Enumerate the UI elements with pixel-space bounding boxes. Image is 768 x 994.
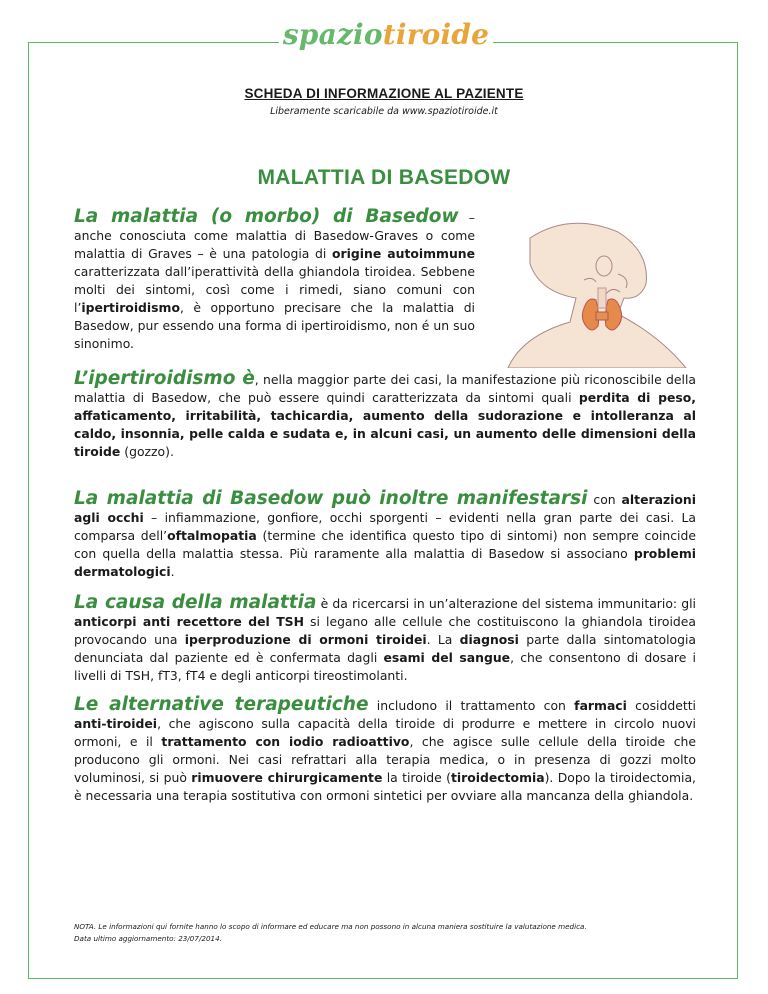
text: . La: [426, 632, 460, 647]
text: con: [587, 492, 622, 507]
bold-text: anti-tiroidei: [74, 716, 158, 731]
text: (gozzo).: [120, 444, 174, 459]
text: caratterizzata dall’iperattività della ghiandola tiroidea. Sebbene molti dei sintomi, così come i rimedi, siano comuni con l’: [74, 264, 475, 315]
text: parte dalla sintomatologia denunciata dal paziente ed è confermata dagli: [74, 632, 697, 665]
logo-part-tiroide: tiroide: [382, 17, 490, 51]
text: includono il trattamento con: [368, 698, 575, 713]
paragraph-lead: La causa della malattia: [74, 592, 317, 613]
text: , è opportuno precisare che la malattia di Basedow, pur essendo una forma di ipertiroidismo, non é un suo sinonimo.: [74, 300, 475, 351]
bold-text: esami del sangue: [383, 650, 511, 665]
text: ). Dopo la tiroidectomia, è necessaria una terapia sostitutiva con ormoni sintetici per ovviare alla mancanza della ghiandola.: [74, 770, 696, 803]
paragraph-hyperthyroidism: [74, 370, 696, 461]
thyroid-neck-illustration: [500, 218, 690, 368]
paragraph-definition: [74, 208, 475, 353]
bold-text: perdita di peso, affaticamento, irritabilità, tachicardia, aumento della sudorazione e intolleranza al caldo, insonnia, pelle calda e sudata e, in alcuni casi, un aumento delle dimensioni della tiroide: [74, 390, 696, 459]
bold-text: trattamento con iodio radioattivo: [161, 734, 410, 749]
text: cosiddetti: [626, 698, 696, 713]
paragraph-lead: L’ipertiroidismo è: [74, 368, 255, 389]
paragraph-lead: La malattia di Basedow può inoltre manifestarsi: [74, 488, 588, 509]
note-last-updated: Data ultimo aggiornamento: 23/07/2014.: [74, 934, 222, 943]
paragraph-therapies: [74, 696, 696, 805]
bold-text: rimuovere chirurgicamente: [191, 770, 383, 785]
paragraph-eye-symptoms: [74, 490, 696, 581]
text: , che agiscono sulla capacità della tiroide di produrre e mettere in circolo nuovi ormoni, e il: [74, 716, 696, 749]
bold-text: anticorpi anti recettore del TSH: [74, 614, 304, 629]
paragraph-lead: La malattia (o morbo) di Basedow: [74, 206, 459, 227]
footer-note: [74, 921, 714, 945]
bold-text: oftalmopatia: [167, 528, 257, 543]
text: (termine che identifica questo tipo di sintomi) non sempre coincide con quella della malattia stessa. Più raramente alla malattia di Basedow si associano: [74, 528, 696, 561]
bold-text: problemi dermatologici: [74, 546, 696, 579]
document-header-subtitle: Liberamente scaricabile da www.spaziotiroide.it: [270, 106, 498, 117]
text: – infiammazione, gonfiore, occhi sporgenti – evidenti nella gran parte dei casi. La comparsa dell’: [74, 510, 696, 543]
bold-text: iperproduzione di ormoni tiroidei: [184, 632, 427, 647]
text: , che consentono di dosare i livelli di TSH, fT3, fT4 e degli anticorpi tireostimolanti.: [74, 650, 696, 683]
paragraph-cause: [74, 594, 696, 685]
bold-text: alterazioni agli occhi: [74, 492, 696, 525]
text: – anche conosciuta come malattia di Basedow-Graves o come malattia di Graves – è una patologia di: [74, 210, 476, 261]
bold-text: farmaci: [574, 698, 627, 713]
note-disclaimer: NOTA. Le informazioni qui fornite hanno lo scopo di informare ed educare ma non possono in alcuna maniera sostituire la valutazione medica.: [74, 922, 587, 931]
paragraph-lead: Le alternative terapeutiche: [74, 694, 369, 715]
text: si legano alle cellule che costituiscono la ghiandola tiroidea provocando una: [74, 614, 696, 647]
text: la tiroide (: [382, 770, 451, 785]
text: è da ricercarsi in un’alterazione del sistema immunitario: gli: [316, 596, 697, 611]
spaziotiroide-logo: [279, 4, 493, 64]
bold-text: diagnosi: [459, 632, 519, 647]
text: .: [170, 564, 175, 579]
text: , che agisce sulle cellule della tiroide che producono gli ormoni. Nei casi refrattari alla terapia medica, o in presenza di gozzi molto voluminosi, si può: [74, 734, 696, 785]
text: , nella maggior parte dei casi, la manifestazione più riconoscibile della malattia di Basedow, che può essere quindi caratterizzata da sintomi quali: [74, 372, 696, 405]
document-header-title: SCHEDA DI INFORMAZIONE AL PAZIENTE: [244, 86, 524, 101]
bold-text: tiroidectomia: [450, 770, 545, 785]
logo-part-spazio: spazio: [282, 17, 383, 51]
bold-text: origine autoimmune: [332, 246, 475, 261]
bold-text: ipertiroidismo: [81, 300, 180, 315]
main-title: MALATTIA DI BASEDOW: [257, 166, 511, 189]
